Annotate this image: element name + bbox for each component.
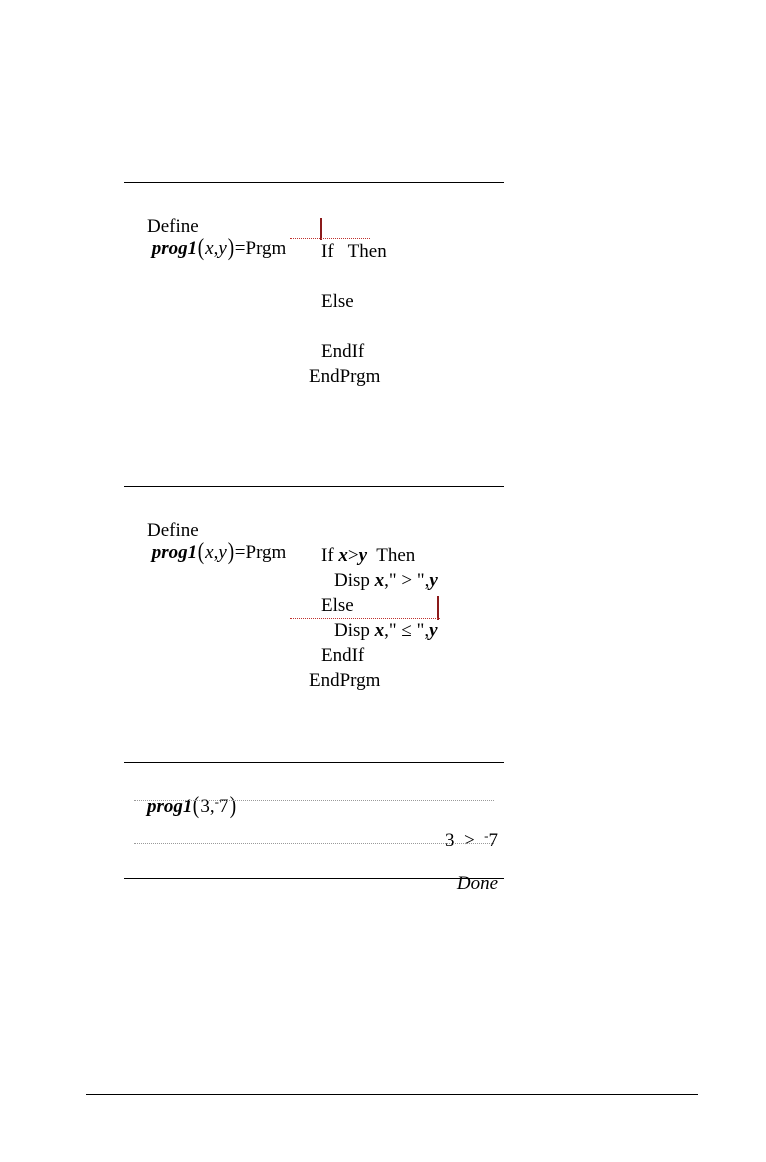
output-left-value: 3: [444, 830, 455, 851]
endprgm-keyword: EndPrgm: [309, 670, 381, 691]
else-line[interactable]: [302, 269, 354, 312]
disp-string: ," > ",: [384, 570, 430, 591]
open-paren: (: [197, 235, 205, 261]
disp-x: x: [374, 570, 385, 591]
disp-keyword: Disp: [334, 620, 370, 641]
panel-define-complete: [124, 486, 504, 691]
call-line[interactable]: [128, 774, 237, 819]
entry-bottom-rule: [124, 878, 504, 879]
prgm-keyword: Prgm: [245, 238, 287, 259]
param-comma: ,: [213, 542, 219, 563]
close-paren: ): [229, 793, 236, 819]
define-keyword: Define: [147, 520, 199, 541]
text-cursor: [320, 218, 322, 240]
done-text: Done: [456, 873, 498, 894]
if-line[interactable]: [302, 523, 416, 566]
disp-y: y: [429, 620, 438, 641]
panel-define-template: [124, 182, 504, 387]
output-separator: [134, 843, 494, 844]
if-keyword: If: [321, 241, 334, 262]
endif-keyword: EndIf: [321, 341, 365, 362]
else-keyword: Else: [321, 291, 354, 312]
then-keyword: Then: [376, 545, 416, 566]
param-x: x: [205, 238, 214, 259]
endprgm-line[interactable]: [290, 344, 381, 387]
close-paren: ): [227, 539, 234, 565]
call-arg-2: 7: [219, 796, 229, 817]
cond-operator: >: [347, 545, 359, 566]
call-function-name: prog1: [147, 796, 193, 817]
if-keyword: If: [321, 545, 334, 566]
syntax-error-underline: [290, 618, 440, 619]
syntax-error-underline: [290, 238, 370, 239]
disp-string: ," ≤ ",: [384, 620, 430, 641]
param-comma: ,: [213, 238, 219, 259]
prgm-keyword: Prgm: [245, 542, 287, 563]
open-paren: (: [197, 539, 205, 565]
disp-line-greater[interactable]: [315, 548, 438, 591]
negative-sign: -: [484, 828, 489, 843]
else-line[interactable]: [302, 573, 354, 616]
call-arg-1: 3: [200, 796, 210, 817]
param-x: x: [205, 542, 214, 563]
disp-line-lessequal[interactable]: [315, 598, 438, 641]
output-right-value: 7: [488, 830, 498, 851]
open-paren: (: [193, 793, 200, 819]
else-keyword: Else: [321, 595, 354, 616]
endif-line[interactable]: [302, 623, 365, 666]
then-keyword: Then: [347, 241, 387, 262]
close-paren: ): [227, 235, 234, 261]
output-operator: >: [463, 830, 475, 851]
function-name: prog1: [151, 238, 198, 259]
define-line[interactable]: [128, 498, 287, 565]
disp-y: y: [429, 570, 438, 591]
endprgm-keyword: EndPrgm: [309, 366, 381, 387]
cond-y: y: [358, 545, 368, 566]
define-keyword: Define: [147, 216, 199, 237]
endprgm-line[interactable]: [290, 648, 381, 691]
page-footer-rule: [86, 1094, 698, 1095]
function-name: prog1: [151, 542, 198, 563]
define-line[interactable]: [128, 194, 287, 261]
disp-x: x: [374, 620, 385, 641]
equals-sign: =: [234, 238, 246, 259]
negative-sign: -: [214, 794, 219, 809]
entry-top-rule: [124, 182, 504, 183]
entry-top-rule: [124, 762, 504, 763]
equals-sign: =: [234, 542, 246, 563]
param-y: y: [218, 542, 227, 563]
output-separator: [134, 800, 494, 801]
param-y: y: [218, 238, 227, 259]
endif-line[interactable]: [302, 319, 365, 362]
result-done: [438, 851, 498, 917]
disp-keyword: Disp: [334, 570, 370, 591]
call-arg-comma: ,: [209, 796, 215, 817]
text-cursor: [437, 596, 439, 620]
endif-keyword: EndIf: [321, 645, 365, 666]
entry-top-rule: [124, 486, 504, 487]
panel-run-result: [124, 762, 504, 894]
cond-x: x: [338, 545, 348, 566]
